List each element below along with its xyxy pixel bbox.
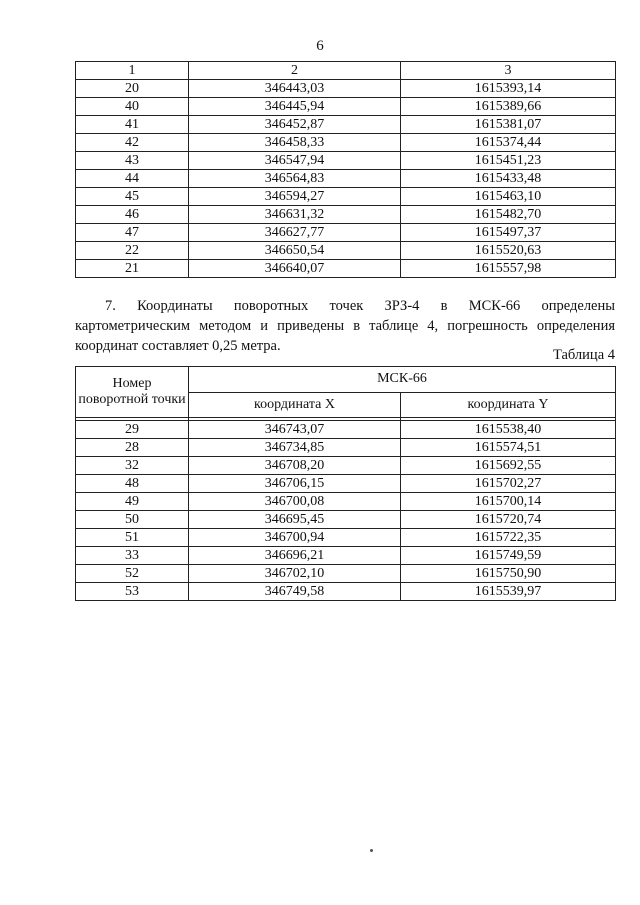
coordinate-x: 346650,54 bbox=[189, 242, 401, 260]
coordinate-y: 1615700,14 bbox=[401, 493, 616, 511]
coordinate-x: 346700,08 bbox=[189, 493, 401, 511]
coordinate-y: 1615574,51 bbox=[401, 439, 616, 457]
coordinate-y: 1615463,10 bbox=[401, 188, 616, 206]
coordinate-y: 1615539,97 bbox=[401, 583, 616, 601]
paragraph-first-line: 7. Координаты поворотных точек ЗРЗ-4 в МСК-66 определены bbox=[105, 298, 615, 314]
point-number: 51 bbox=[76, 529, 189, 547]
point-number: 44 bbox=[76, 170, 189, 188]
coordinate-x: 346734,85 bbox=[189, 439, 401, 457]
point-number: 40 bbox=[76, 98, 189, 116]
table-row bbox=[76, 493, 616, 511]
table-row bbox=[76, 188, 616, 206]
coordinate-y: 1615451,23 bbox=[401, 152, 616, 170]
coordinate-x: 346547,94 bbox=[189, 152, 401, 170]
table-row bbox=[76, 80, 616, 98]
table-row bbox=[76, 475, 616, 493]
coordinate-y: 1615720,74 bbox=[401, 511, 616, 529]
coordinate-x: 346640,07 bbox=[189, 260, 401, 278]
table-row bbox=[76, 206, 616, 224]
coordinate-x: 346706,15 bbox=[189, 475, 401, 493]
point-number: 45 bbox=[76, 188, 189, 206]
table-row bbox=[76, 152, 616, 170]
point-number: 53 bbox=[76, 583, 189, 601]
coordinates-table-4 bbox=[75, 366, 616, 601]
coordinate-y: 1615538,40 bbox=[401, 421, 616, 439]
coordinate-x: 346708,20 bbox=[189, 457, 401, 475]
coordinate-x-header: координата X bbox=[189, 392, 401, 418]
coordinate-x: 346443,03 bbox=[189, 80, 401, 98]
point-number: 50 bbox=[76, 511, 189, 529]
column-header: 2 bbox=[189, 62, 401, 80]
table-row bbox=[76, 134, 616, 152]
point-number: 49 bbox=[76, 493, 189, 511]
coordinate-y: 1615433,48 bbox=[401, 170, 616, 188]
point-number: 28 bbox=[76, 439, 189, 457]
coordinate-y: 1615497,37 bbox=[401, 224, 616, 242]
table-header-row bbox=[76, 367, 616, 393]
coordinate-y: 1615750,90 bbox=[401, 565, 616, 583]
coordinate-y: 1615692,55 bbox=[401, 457, 616, 475]
table-row bbox=[76, 583, 616, 601]
coordinate-system-header: МСК-66 bbox=[189, 367, 616, 393]
coordinate-x: 346458,33 bbox=[189, 134, 401, 152]
point-number: 41 bbox=[76, 116, 189, 134]
coordinate-y: 1615520,63 bbox=[401, 242, 616, 260]
coordinate-x: 346631,32 bbox=[189, 206, 401, 224]
point-number: 52 bbox=[76, 565, 189, 583]
table-row bbox=[76, 565, 616, 583]
coordinate-y: 1615722,35 bbox=[401, 529, 616, 547]
coordinate-y: 1615702,27 bbox=[401, 475, 616, 493]
table-row bbox=[76, 260, 616, 278]
coordinates-table-continued bbox=[75, 61, 616, 278]
coordinate-y: 1615482,70 bbox=[401, 206, 616, 224]
coordinate-y: 1615374,44 bbox=[401, 134, 616, 152]
point-number: 42 bbox=[76, 134, 189, 152]
table-row bbox=[76, 98, 616, 116]
table-row bbox=[76, 547, 616, 565]
coordinate-x: 346594,27 bbox=[189, 188, 401, 206]
table-row bbox=[76, 457, 616, 475]
point-number: 21 bbox=[76, 260, 189, 278]
paragraph-rest: картометрическим методом и приведены в таблице 4, погрешность определения координат составляет 0,25 метра. bbox=[75, 318, 615, 354]
body-paragraph bbox=[75, 296, 615, 356]
point-number: 48 bbox=[76, 475, 189, 493]
point-number: 33 bbox=[76, 547, 189, 565]
coordinate-x: 346452,87 bbox=[189, 116, 401, 134]
table-caption: Таблица 4 bbox=[552, 347, 615, 363]
table-row bbox=[76, 170, 616, 188]
coordinate-x: 346627,77 bbox=[189, 224, 401, 242]
point-number: 32 bbox=[76, 457, 189, 475]
coordinate-y: 1615381,07 bbox=[401, 116, 616, 134]
coordinate-y: 1615557,98 bbox=[401, 260, 616, 278]
column-header: 3 bbox=[401, 62, 616, 80]
coordinate-x: 346702,10 bbox=[189, 565, 401, 583]
scan-speck bbox=[370, 849, 373, 852]
point-number: 22 bbox=[76, 242, 189, 260]
column-header: 1 bbox=[76, 62, 189, 80]
coordinate-x: 346743,07 bbox=[189, 421, 401, 439]
coordinate-x: 346445,94 bbox=[189, 98, 401, 116]
coordinate-x: 346695,45 bbox=[189, 511, 401, 529]
point-number: 47 bbox=[76, 224, 189, 242]
coordinate-x: 346700,94 bbox=[189, 529, 401, 547]
point-number: 43 bbox=[76, 152, 189, 170]
table-header-row bbox=[76, 62, 616, 80]
point-number: 29 bbox=[76, 421, 189, 439]
coordinate-y: 1615393,14 bbox=[401, 80, 616, 98]
table-row bbox=[76, 511, 616, 529]
table-row bbox=[76, 529, 616, 547]
table-row bbox=[76, 224, 616, 242]
page-number: 6 bbox=[316, 38, 324, 54]
point-number: 20 bbox=[76, 80, 189, 98]
coordinate-y: 1615749,59 bbox=[401, 547, 616, 565]
table-row bbox=[76, 439, 616, 457]
coordinate-x: 346749,58 bbox=[189, 583, 401, 601]
table-row bbox=[76, 116, 616, 134]
point-number: 46 bbox=[76, 206, 189, 224]
table-row bbox=[76, 421, 616, 439]
coordinate-x: 346696,21 bbox=[189, 547, 401, 565]
point-number-header: Номер поворотной точки bbox=[76, 367, 189, 418]
coordinate-y-header: координата Y bbox=[401, 392, 616, 418]
table-row bbox=[76, 242, 616, 260]
coordinate-x: 346564,83 bbox=[189, 170, 401, 188]
coordinate-y: 1615389,66 bbox=[401, 98, 616, 116]
